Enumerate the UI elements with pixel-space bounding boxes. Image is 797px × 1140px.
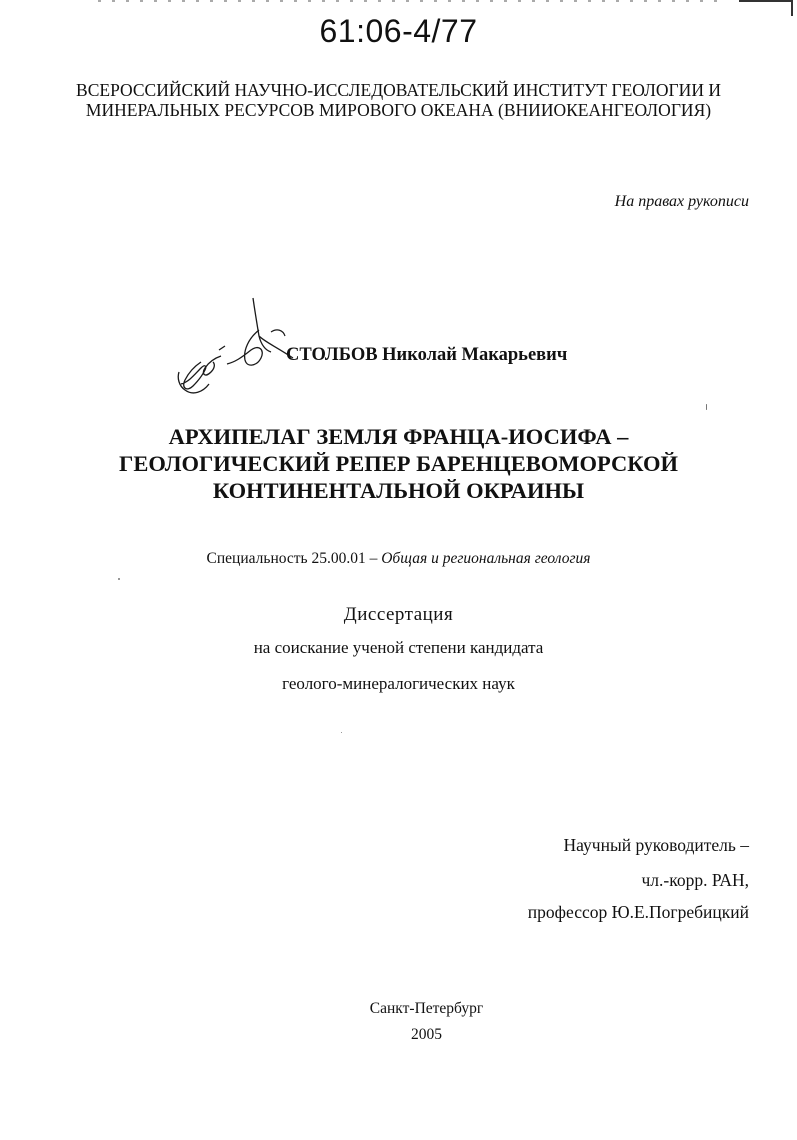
catalog-number: 61:06-4/77: [319, 13, 478, 49]
advisor-line-2: чл.-корр. РАН,: [641, 870, 749, 890]
scan-edge-marks: [98, 0, 728, 10]
specialty: [0, 550, 797, 568]
specialty-code: Специальность 25.00.01 –: [206, 550, 382, 567]
author-name: СТОЛБОВ Николай Макарьевич: [286, 345, 568, 365]
title-line-1: АРХИПЕЛАГ ЗЕМЛЯ ФРАНЦА-ИОСИФА –: [168, 424, 629, 449]
title-line-2: ГЕОЛОГИЧЕСКИЙ РЕПЕР БАРЕНЦЕВОМОРСКОЙ: [119, 451, 678, 476]
city: Санкт-Петербург: [369, 1000, 484, 1017]
manuscript-rights-note: На правах рукописи: [614, 193, 749, 210]
advisor-line-3: профессор Ю.Е.Погребицкий: [527, 902, 749, 922]
title-line-3: КОНТИНЕНТАЛЬНОЙ ОКРАИНЫ: [212, 478, 585, 503]
institute-line-1: ВСЕРОССИЙСКИЙ НАУЧНО-ИССЛЕДОВАТЕЛЬСКИЙ ИНСТИТУТ ГЕОЛОГИИ И: [76, 80, 721, 100]
year: 2005: [411, 1026, 442, 1043]
scan-speck: [706, 404, 707, 410]
specialty-field: Общая и региональная геология: [381, 550, 591, 567]
handwritten-signature: [175, 292, 295, 402]
scan-speck: [118, 578, 120, 580]
dissertation-title: [60, 423, 737, 504]
document-type: Диссертация: [343, 604, 454, 625]
institute-line-2: МИНЕРАЛЬНЫХ РЕСУРСОВ МИРОВОГО ОКЕАНА (ВНИИОКЕАНГЕОЛОГИЯ): [85, 100, 712, 120]
advisor-line-1: Научный руководитель –: [563, 835, 749, 855]
degree-line-2: геолого-минералогических наук: [282, 674, 515, 693]
institute-name: [40, 80, 757, 120]
degree-line-1: на соискание ученой степени кандидата: [253, 638, 544, 657]
scan-speck: [341, 732, 342, 733]
